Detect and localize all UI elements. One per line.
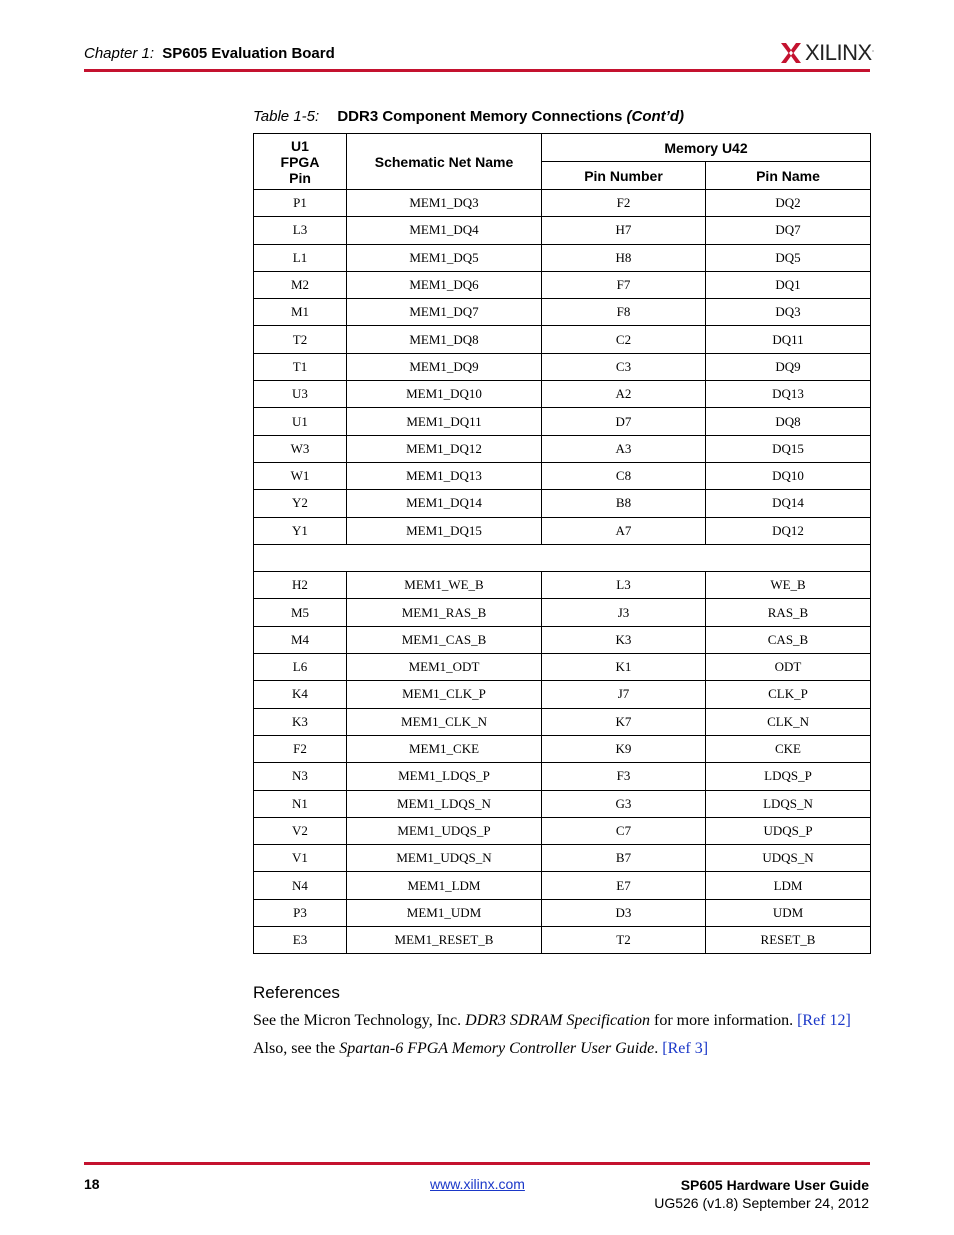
fpga-pin-cell: N4	[254, 872, 347, 899]
logo-wordmark: XILINX.	[805, 40, 874, 65]
fpga-pin-cell: M5	[254, 599, 347, 626]
fpga-pin-cell: W3	[254, 435, 347, 462]
fpga-pin-cell: F2	[254, 735, 347, 762]
pin-number-cell: J7	[542, 681, 706, 708]
table-row	[254, 408, 871, 435]
fpga-pin-cell: P3	[254, 899, 347, 926]
fpga-pin-cell: M1	[254, 299, 347, 326]
chapter-label: Chapter 1:	[84, 45, 155, 62]
net-name-cell: MEM1_DQ12	[347, 435, 542, 462]
fpga-pin-cell: U3	[254, 381, 347, 408]
fpga-pin-cell: K4	[254, 681, 347, 708]
pin-name-cell: RAS_B	[706, 599, 871, 626]
fpga-pin-cell: M2	[254, 271, 347, 298]
references-heading: References	[253, 983, 340, 1002]
pin-name-cell: CLK_N	[706, 708, 871, 735]
table-row	[254, 271, 871, 298]
pin-name-cell: UDM	[706, 899, 871, 926]
reference-paragraph-1: See the Micron Technology, Inc. DDR3 SDRAM Specification for more information. [Ref 12]	[253, 1012, 851, 1029]
pin-name-cell: DQ10	[706, 462, 871, 489]
pin-number-cell: F8	[542, 299, 706, 326]
reference-paragraph-2: Also, see the Spartan-6 FPGA Memory Controller User Guide. [Ref 3]	[253, 1040, 709, 1057]
net-name-cell: MEM1_DQ8	[347, 326, 542, 353]
xilinx-logo	[781, 40, 874, 66]
fpga-pin-cell: Y2	[254, 490, 347, 517]
pin-name-cell: DQ8	[706, 408, 871, 435]
pin-number-cell: H7	[542, 217, 706, 244]
ref-3-link[interactable]: [Ref 3]	[662, 1040, 709, 1057]
net-name-cell: MEM1_CLK_P	[347, 681, 542, 708]
pin-number-cell: D7	[542, 408, 706, 435]
pin-number-cell: C2	[542, 326, 706, 353]
net-name-cell: MEM1_DQ7	[347, 299, 542, 326]
pin-number-cell: G3	[542, 790, 706, 817]
pin-number-cell: F2	[542, 190, 706, 217]
fpga-pin-cell: V2	[254, 817, 347, 844]
ref-12-link[interactable]: [Ref 12]	[797, 1012, 851, 1029]
fpga-pin-cell: T2	[254, 326, 347, 353]
separator-row	[254, 544, 871, 571]
pin-name-cell: DQ1	[706, 271, 871, 298]
table-title: DDR3 Component Memory Connections	[337, 108, 623, 125]
table-row	[254, 381, 871, 408]
net-name-cell: MEM1_LDQS_N	[347, 790, 542, 817]
pin-name-cell: DQ5	[706, 244, 871, 271]
fpga-pin-cell: K3	[254, 708, 347, 735]
pin-name-cell: UDQS_N	[706, 845, 871, 872]
pin-name-cell: CKE	[706, 735, 871, 762]
pin-number-cell: K9	[542, 735, 706, 762]
table-row	[254, 326, 871, 353]
fpga-pin-cell: H2	[254, 572, 347, 599]
table-row	[254, 599, 871, 626]
fpga-pin-cell: L3	[254, 217, 347, 244]
net-name-cell: MEM1_DQ9	[347, 353, 542, 380]
pin-number-cell: F3	[542, 763, 706, 790]
table-header-row	[254, 134, 871, 162]
fpga-pin-cell: N3	[254, 763, 347, 790]
table-row	[254, 817, 871, 844]
pin-name-cell: RESET_B	[706, 927, 871, 954]
table-separator	[254, 544, 871, 571]
table-row	[254, 626, 871, 653]
pin-name-cell: LDM	[706, 872, 871, 899]
table-row	[254, 735, 871, 762]
table-row	[254, 654, 871, 681]
pin-name-cell: DQ12	[706, 517, 871, 544]
table-row	[254, 790, 871, 817]
table-row	[254, 763, 871, 790]
pin-name-cell: ODT	[706, 654, 871, 681]
pin-number-cell: K7	[542, 708, 706, 735]
pin-number-cell: D3	[542, 899, 706, 926]
table-row	[254, 190, 871, 217]
pin-number-cell: C7	[542, 817, 706, 844]
net-name-cell: MEM1_CLK_N	[347, 708, 542, 735]
net-name-cell: MEM1_UDQS_P	[347, 817, 542, 844]
document-version: UG526 (v1.8) September 24, 2012	[654, 1195, 869, 1211]
pin-name-cell: CLK_P	[706, 681, 871, 708]
pin-number-cell: E7	[542, 872, 706, 899]
net-name-cell: MEM1_WE_B	[347, 572, 542, 599]
table-row	[254, 708, 871, 735]
fpga-pin-cell: V1	[254, 845, 347, 872]
xilinx-url-link[interactable]: www.xilinx.com	[430, 1176, 525, 1192]
pin-number-cell: A7	[542, 517, 706, 544]
table-row	[254, 572, 871, 599]
separator-cell	[254, 544, 871, 571]
pin-number-cell: A3	[542, 435, 706, 462]
table-row	[254, 490, 871, 517]
net-name-cell: MEM1_UDQS_N	[347, 845, 542, 872]
pin-number-cell: J3	[542, 599, 706, 626]
pin-name-cell: DQ2	[706, 190, 871, 217]
pin-number-cell: K1	[542, 654, 706, 681]
page-number: 18	[84, 1176, 100, 1192]
chapter-title: SP605 Evaluation Board	[162, 45, 335, 62]
fpga-pin-cell: P1	[254, 190, 347, 217]
table-body-data	[254, 190, 871, 545]
pin-name-cell: WE_B	[706, 572, 871, 599]
ddr3-connections-table	[253, 133, 871, 954]
net-name-cell: MEM1_DQ10	[347, 381, 542, 408]
document-info	[654, 1176, 869, 1212]
pin-number-cell: H8	[542, 244, 706, 271]
pin-name-cell: DQ9	[706, 353, 871, 380]
fpga-pin-cell: L6	[254, 654, 347, 681]
fpga-pin-cell: L1	[254, 244, 347, 271]
pin-number-cell: C8	[542, 462, 706, 489]
table-row	[254, 681, 871, 708]
fpga-pin-cell: T1	[254, 353, 347, 380]
table-row	[254, 927, 871, 954]
fpga-pin-cell: M4	[254, 626, 347, 653]
header-memory: Memory U42	[542, 134, 871, 162]
net-name-cell: MEM1_DQ4	[347, 217, 542, 244]
table-row	[254, 217, 871, 244]
pin-number-cell: C3	[542, 353, 706, 380]
fpga-pin-cell: Y1	[254, 517, 347, 544]
xilinx-x-icon	[781, 43, 801, 63]
table-row	[254, 244, 871, 271]
ddr3-spec-title: DDR3 SDRAM Specification	[465, 1012, 650, 1029]
pin-name-cell: DQ11	[706, 326, 871, 353]
mcb-guide-title: Spartan-6 FPGA Memory Controller User Guide	[339, 1040, 655, 1057]
table-caption	[253, 108, 684, 125]
pin-number-cell: B7	[542, 845, 706, 872]
pin-number-cell: B8	[542, 490, 706, 517]
net-name-cell: MEM1_DQ6	[347, 271, 542, 298]
net-name-cell: MEM1_CAS_B	[347, 626, 542, 653]
net-name-cell: MEM1_ODT	[347, 654, 542, 681]
net-name-cell: MEM1_UDM	[347, 899, 542, 926]
table-row	[254, 845, 871, 872]
table-row	[254, 462, 871, 489]
pin-name-cell: DQ3	[706, 299, 871, 326]
pin-number-cell: F7	[542, 271, 706, 298]
pin-name-cell: LDQS_P	[706, 763, 871, 790]
header-net-name: Schematic Net Name	[347, 134, 542, 190]
table-row	[254, 899, 871, 926]
pin-name-cell: UDQS_P	[706, 817, 871, 844]
footer-rule	[84, 1162, 870, 1165]
pin-name-cell: LDQS_N	[706, 790, 871, 817]
net-name-cell: MEM1_LDQS_P	[347, 763, 542, 790]
net-name-cell: MEM1_DQ13	[347, 462, 542, 489]
pin-name-cell: CAS_B	[706, 626, 871, 653]
net-name-cell: MEM1_LDM	[347, 872, 542, 899]
pin-name-cell: DQ14	[706, 490, 871, 517]
table-row	[254, 299, 871, 326]
table-number: Table 1-5:	[253, 108, 320, 125]
running-header	[84, 45, 335, 62]
table-row	[254, 435, 871, 462]
document-title: SP605 Hardware User Guide	[680, 1177, 869, 1193]
table-continued: (Cont’d)	[626, 108, 685, 125]
net-name-cell: MEM1_CKE	[347, 735, 542, 762]
net-name-cell: MEM1_DQ11	[347, 408, 542, 435]
net-name-cell: MEM1_RAS_B	[347, 599, 542, 626]
net-name-cell: MEM1_RESET_B	[347, 927, 542, 954]
fpga-pin-cell: E3	[254, 927, 347, 954]
table-body-control	[254, 572, 871, 954]
header-rule	[84, 69, 870, 72]
pin-number-cell: T2	[542, 927, 706, 954]
pin-name-cell: DQ15	[706, 435, 871, 462]
fpga-pin-cell: W1	[254, 462, 347, 489]
pin-number-cell: A2	[542, 381, 706, 408]
net-name-cell: MEM1_DQ15	[347, 517, 542, 544]
pin-number-cell: K3	[542, 626, 706, 653]
pin-name-cell: DQ13	[706, 381, 871, 408]
table-row	[254, 872, 871, 899]
fpga-pin-cell: N1	[254, 790, 347, 817]
header-fpga-pin: U1 FPGA Pin	[254, 134, 347, 190]
net-name-cell: MEM1_DQ5	[347, 244, 542, 271]
net-name-cell: MEM1_DQ3	[347, 190, 542, 217]
pin-number-cell: L3	[542, 572, 706, 599]
table-row	[254, 353, 871, 380]
net-name-cell: MEM1_DQ14	[347, 490, 542, 517]
pin-name-cell: DQ7	[706, 217, 871, 244]
table-row	[254, 517, 871, 544]
header-pin-name: Pin Name	[706, 162, 871, 190]
fpga-pin-cell: U1	[254, 408, 347, 435]
header-pin-number: Pin Number	[542, 162, 706, 190]
